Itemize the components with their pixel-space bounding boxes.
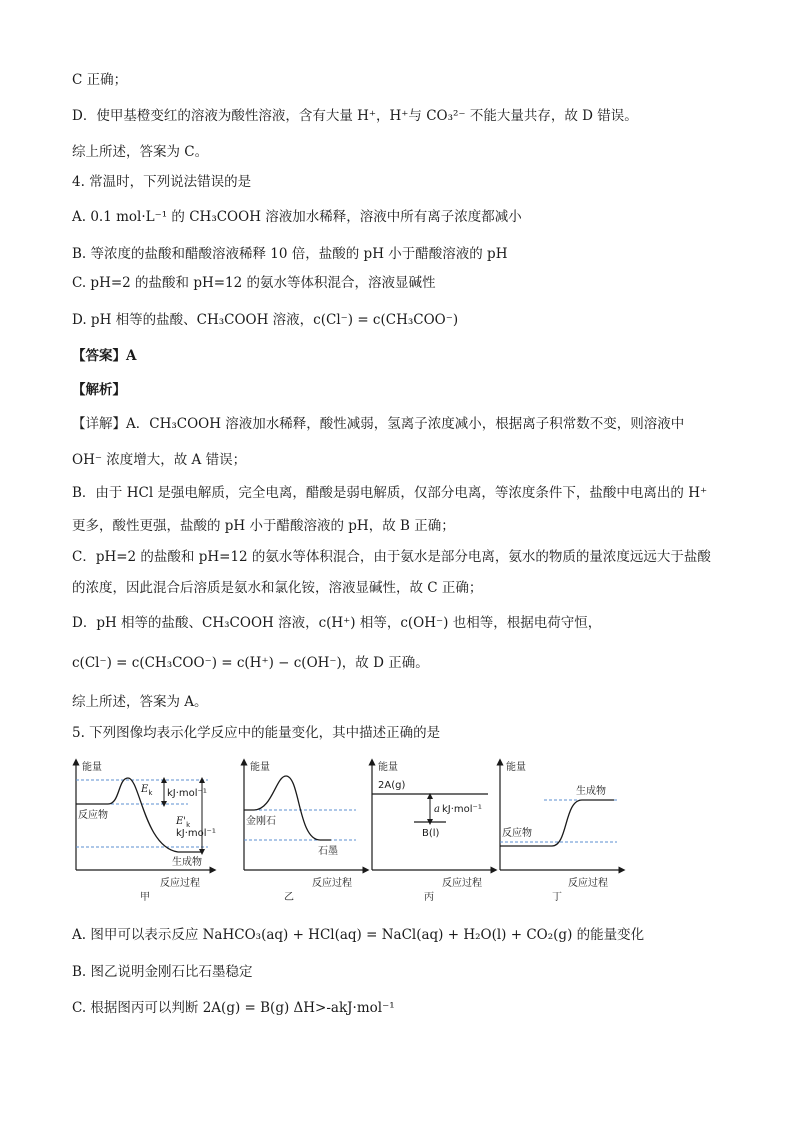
option-b: B. 等浓度的盐酸和醋酸溶液稀释 10 倍，盐酸的 pH 小于醋酸溶液的 pH (72, 246, 508, 262)
question-5-option-a: A. 图甲可以表示反应 NaHCO₃(aq) + HCl(aq) = NaCl(aq) + H₂O(l) + CO₂(g) 的能量变化 (72, 927, 645, 943)
ek2-unit: kJ·mol⁻¹ (176, 828, 216, 839)
a-symbol: a (434, 804, 440, 815)
x-axis-label: 反应过程 (568, 878, 608, 889)
a-unit: kJ·mol⁻¹ (442, 804, 482, 815)
explanation-line: c(Cl⁻) = c(CH₃COO⁻) = c(H⁺) − c(OH⁻)，故 D 正确。 (72, 655, 429, 671)
x-axis-label: 反应过程 (160, 878, 200, 889)
caption: 甲 (140, 892, 150, 902)
analysis-tag: 【解析】 (72, 382, 126, 398)
product-label: 石墨 (318, 846, 338, 857)
y-axis-label: 能量 (250, 762, 270, 773)
question-5-option-b: B. 图乙说明金刚石比石墨稳定 (72, 964, 253, 980)
question-5-stem: 5. 下列图像均表示化学反应中的能量变化，其中描述正确的是 (72, 725, 441, 741)
text-line: 综上所述，答案为 A。 (72, 694, 208, 710)
explanation-line: D．pH 相等的盐酸、CH₃COOH 溶液，c(H⁺) 相等，c(OH⁻) 也相等，根据电荷守恒， (72, 615, 602, 631)
explanation-line: 【详解】A．CH₃COOH 溶液加水稀释，酸性减弱，氢离子浓度减小，根据离子积常数不变，则溶液中 (72, 416, 685, 432)
ek-unit: kJ·mol⁻¹ (167, 788, 207, 799)
energy-diagrams (68, 752, 628, 902)
product-label: 生成物 (576, 786, 606, 797)
y-axis-label: 能量 (506, 762, 526, 773)
y-axis-label: 能量 (82, 762, 102, 773)
top-level-label: 2A(g) (378, 780, 406, 791)
ek2-subscript: k (186, 821, 191, 829)
question-5-option-c: C. 根据图丙可以判断 2A(g) = B(g) ΔH>-akJ·mol⁻¹ (72, 1000, 395, 1016)
option-a: A. 0.1 mol·L⁻¹ 的 CH₃COOH 溶液加水稀释，溶液中所有离子浓度都减小 (72, 209, 522, 225)
reaction-curve (244, 776, 331, 840)
reactant-label: 反应物 (78, 810, 108, 821)
ek-symbol: E (141, 784, 149, 795)
bottom-level-label: B(l) (422, 828, 440, 839)
option-c: C. pH=2 的盐酸和 pH=12 的氨水等体积混合，溶液显碱性 (72, 275, 436, 291)
explanation-line: OH⁻ 浓度增大，故 A 错误； (72, 452, 247, 468)
diagram-bing (364, 752, 499, 902)
ek-subscript: k (148, 789, 153, 797)
answer-tag: 【答案】A (72, 348, 137, 364)
diagram-jia (68, 752, 218, 902)
diagram-ding (492, 752, 627, 902)
caption: 丙 (424, 892, 434, 902)
product-label: 生成物 (172, 857, 202, 868)
x-axis-label: 反应过程 (442, 878, 482, 889)
caption: 乙 (284, 892, 294, 902)
explanation-line: 的浓度，因此混合后溶质是氨水和氯化铵，溶液显碱性，故 C 正确； (72, 580, 483, 596)
explanation-line: B．由于 HCl 是强电解质，完全电离，醋酸是弱电解质，仅部分电离，等浓度条件下，盐酸中电离出的 H⁺ (72, 485, 708, 501)
explanation-line: C．pH=2 的盐酸和 pH=12 的氨水等体积混合，由于氨水是部分电离，氨水的物质的量浓度远远大于盐酸 (72, 549, 711, 565)
option-d: D. pH 相等的盐酸、CH₃COOH 溶液，c(Cl⁻) = c(CH₃COO⁻) (72, 312, 459, 328)
y-axis-label: 能量 (378, 762, 398, 773)
reactant-label: 反应物 (502, 828, 532, 839)
text-line: 综上所述，答案为 C。 (72, 144, 209, 160)
svg-text:Ek (140, 784, 153, 797)
text-line: C 正确； (72, 72, 128, 88)
ek2-symbol: E' (176, 816, 187, 827)
question-4-stem: 4. 常温时，下列说法错误的是 (72, 174, 252, 190)
explanation-line: 更多，酸性更强，盐酸的 pH 小于醋酸溶液的 pH，故 B 正确； (72, 518, 455, 534)
reaction-curve (500, 800, 614, 846)
text-line: D．使甲基橙变红的溶液为酸性溶液，含有大量 H⁺，H⁺与 CO₃²⁻ 不能大量共存，故 D 错误。 (72, 108, 638, 124)
caption: 丁 (552, 892, 562, 902)
x-axis-label: 反应过程 (312, 878, 352, 889)
diagram-yi (236, 752, 371, 902)
reactant-label: 金刚石 (246, 816, 276, 827)
